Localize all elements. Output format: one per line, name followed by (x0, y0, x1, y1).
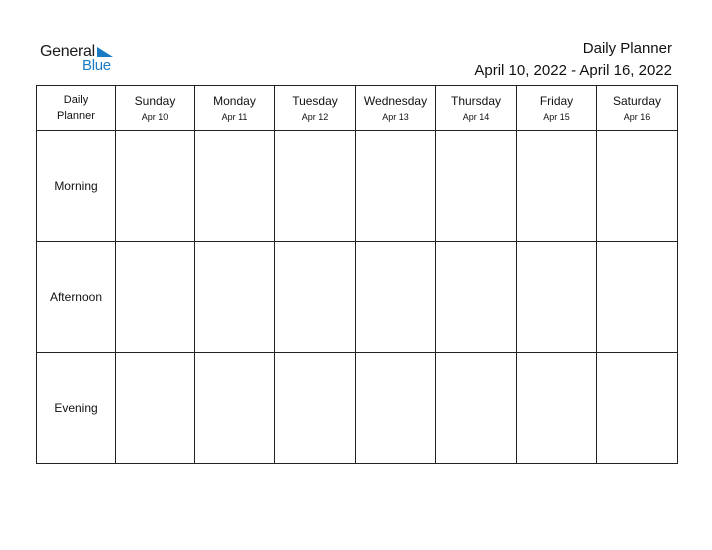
planner-cell[interactable] (195, 242, 275, 353)
day-date: Apr 12 (301, 111, 329, 122)
day-date: Apr 10 (141, 111, 169, 122)
planner-cell[interactable] (517, 353, 597, 464)
day-name: Saturday (612, 93, 662, 108)
generalblue-logo (40, 43, 130, 75)
day-date: Apr 11 (221, 111, 248, 122)
planner-cell[interactable] (195, 131, 275, 242)
day-name: Thursday (450, 93, 502, 108)
day-name: Monday (213, 93, 256, 108)
planner-cell[interactable] (195, 353, 275, 464)
planner-cell[interactable] (275, 131, 356, 242)
planner-cell[interactable] (597, 353, 678, 464)
planner-cell[interactable] (517, 131, 597, 242)
planner-cell[interactable] (597, 131, 678, 242)
day-header-sunday (116, 86, 195, 131)
planner-cell[interactable] (275, 353, 356, 464)
row-label: Evening (37, 353, 116, 464)
logo-text-general: General (40, 43, 95, 60)
day-name: Friday (539, 93, 574, 108)
planner-cell[interactable] (436, 353, 517, 464)
day-name: Sunday (134, 93, 176, 108)
day-header-tuesday (275, 86, 356, 131)
day-name: Wednesday (363, 93, 428, 108)
day-date: Apr 13 (382, 111, 409, 122)
planner-cell[interactable] (356, 131, 436, 242)
day-header-thursday (436, 86, 517, 131)
row-evening (37, 353, 678, 464)
row-afternoon (37, 242, 678, 353)
logo-text-blue: Blue (82, 57, 111, 74)
day-header-friday (517, 86, 597, 131)
planner-table (36, 85, 678, 464)
day-date: Apr 15 (543, 111, 570, 122)
planner-title: Daily Planner (582, 40, 672, 57)
day-header-monday (195, 86, 275, 131)
header-row (37, 86, 678, 131)
row-morning (37, 131, 678, 242)
date-range: April 10, 2022 - April 16, 2022 (474, 62, 672, 79)
day-header-wednesday (356, 86, 436, 131)
day-date: Apr 16 (623, 111, 651, 122)
planner-cell[interactable] (116, 242, 195, 353)
corner-label: Daily Planner (57, 94, 95, 122)
planner-cell[interactable] (116, 131, 195, 242)
planner-cell[interactable] (436, 131, 517, 242)
planner-cell[interactable] (436, 242, 517, 353)
day-date: Apr 14 (462, 111, 490, 122)
day-header-saturday (597, 86, 678, 131)
planner-cell[interactable] (356, 353, 436, 464)
row-label: Afternoon (37, 242, 116, 353)
planner-cell[interactable] (275, 242, 356, 353)
corner-header-cell (37, 86, 116, 131)
planner-cell[interactable] (356, 242, 436, 353)
planner-cell[interactable] (597, 242, 678, 353)
planner-header (474, 40, 672, 81)
planner-cell[interactable] (116, 353, 195, 464)
day-name: Tuesday (292, 93, 338, 108)
row-label: Morning (37, 131, 116, 242)
planner-cell[interactable] (517, 242, 597, 353)
